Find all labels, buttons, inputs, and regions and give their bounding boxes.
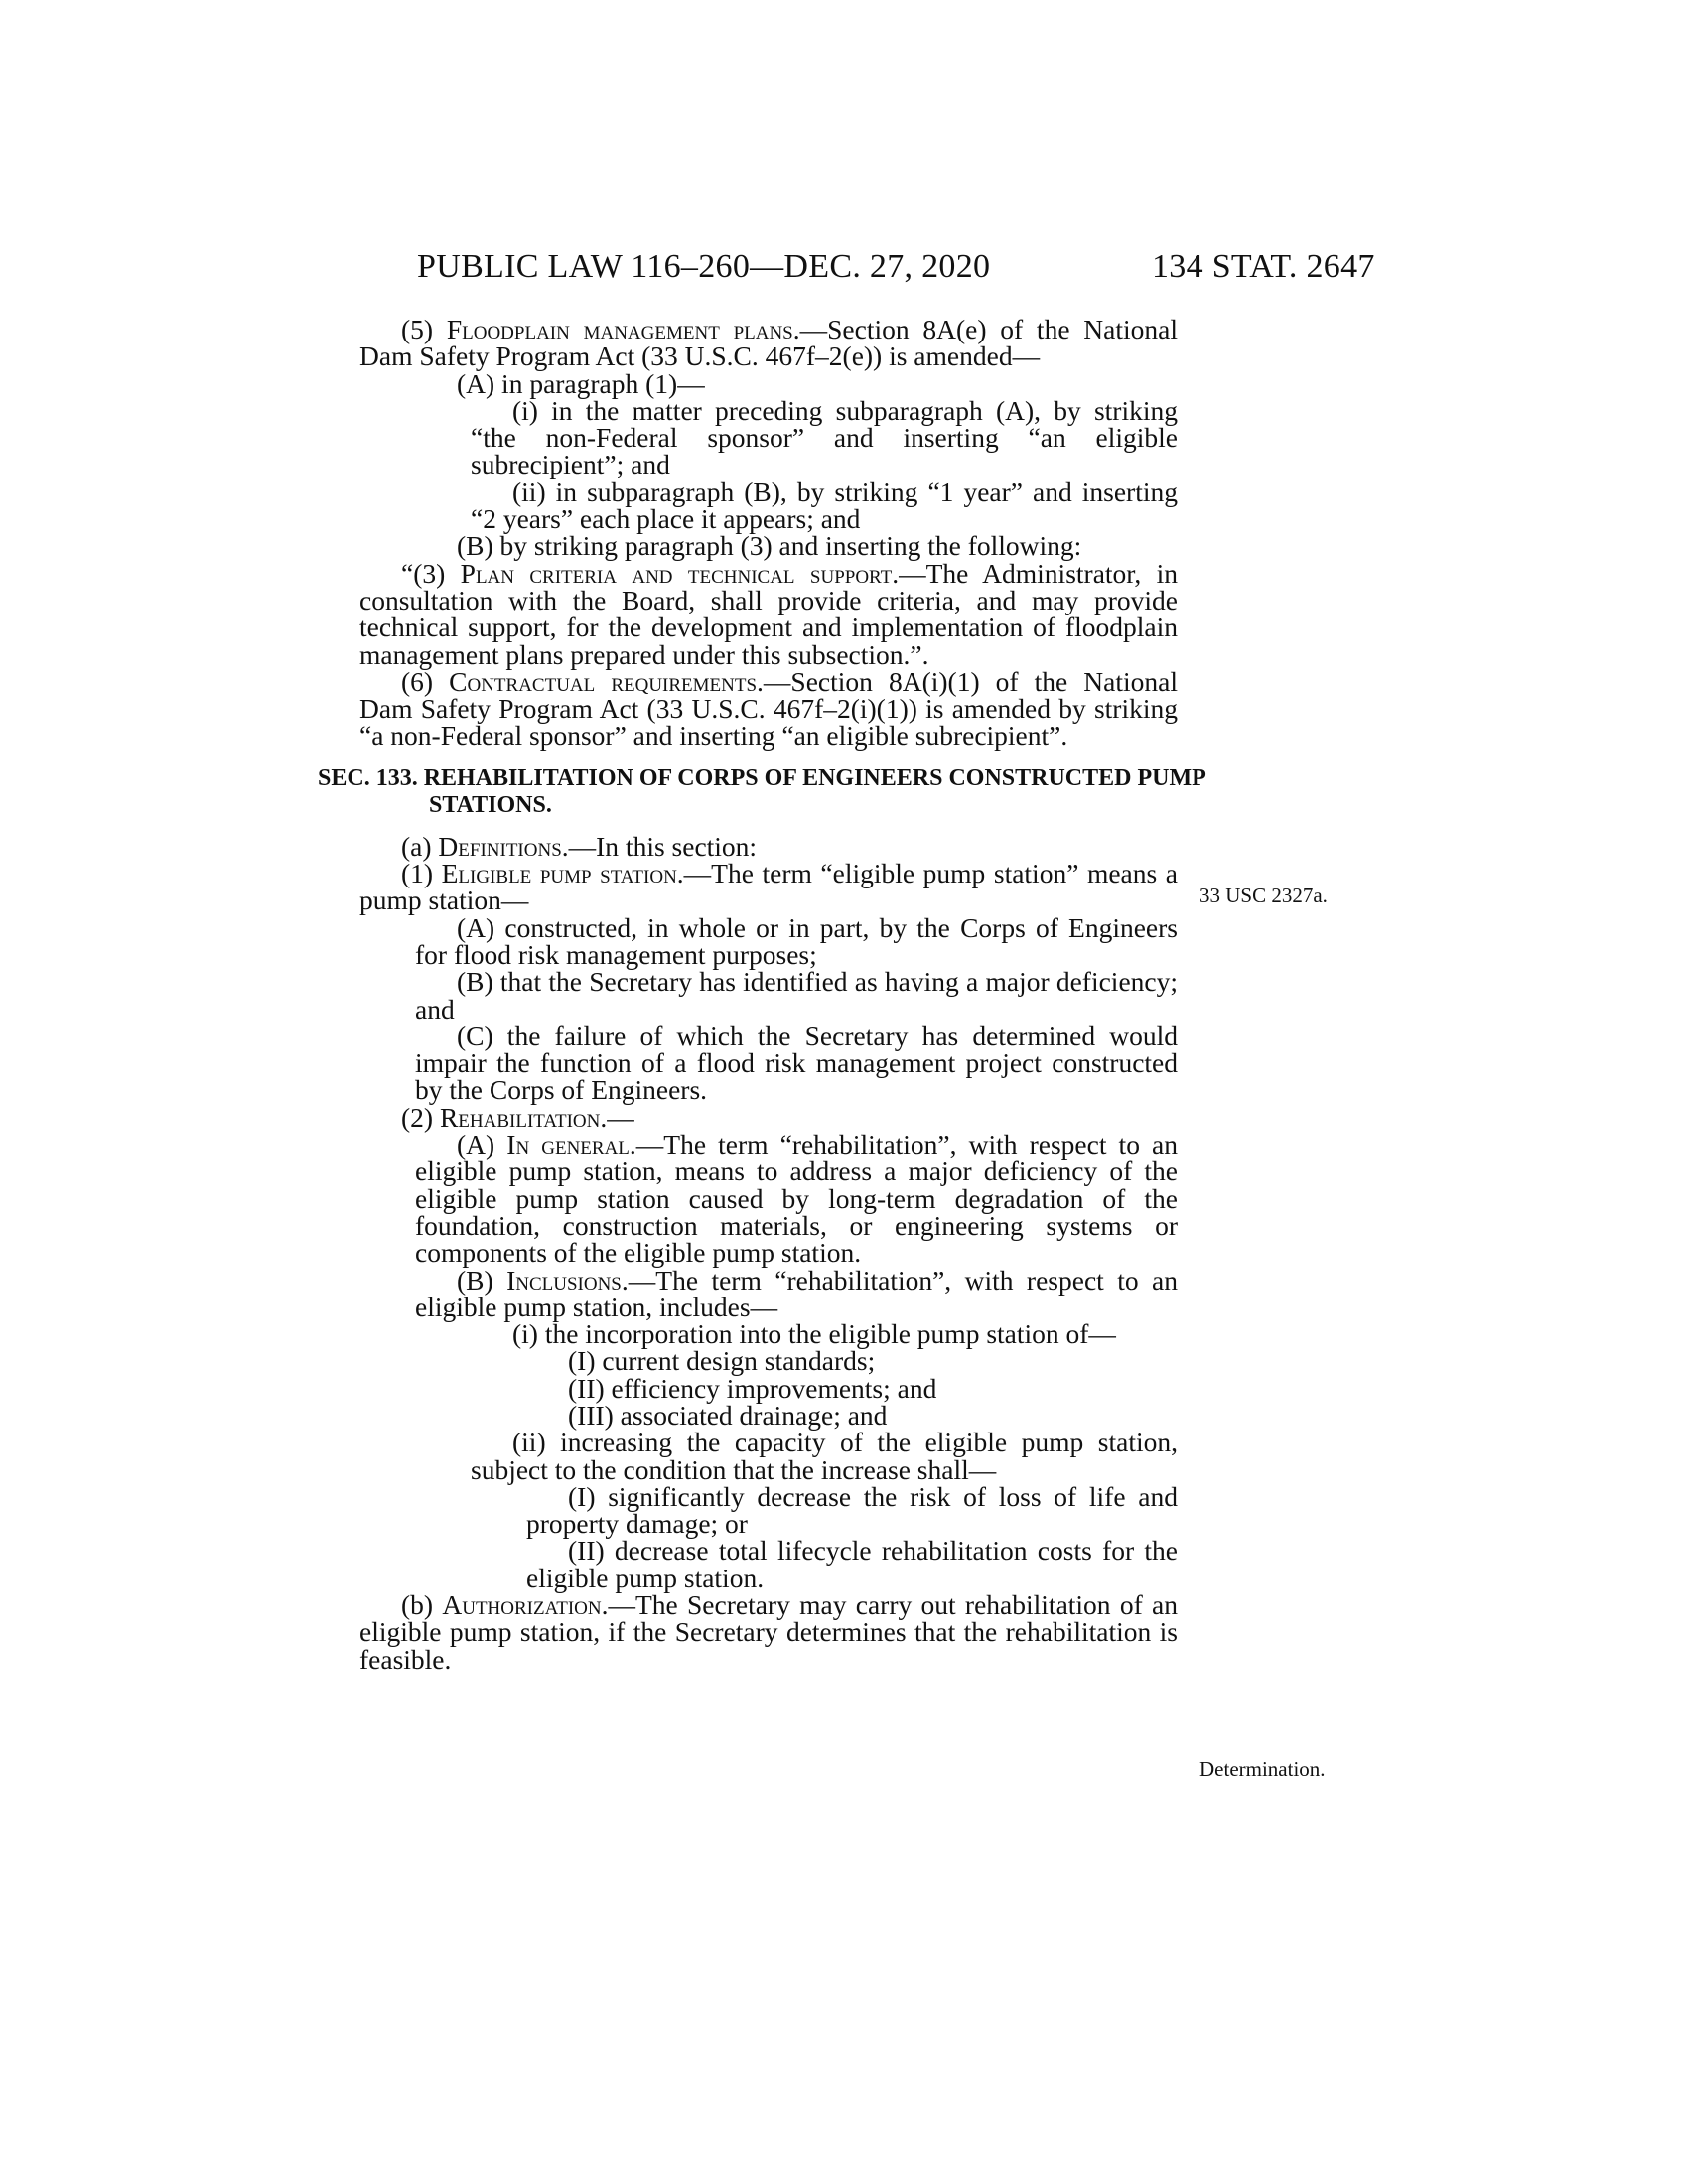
- subparagraph-a-1-b: (B) that the Secretary has identified as having a major deficiency; and: [415, 966, 1178, 1024]
- subparagraph-5-b: (B) by striking paragraph (3) and inserting the following:: [457, 530, 1082, 562]
- running-header-title: PUBLIC LAW 116–260—DEC. 27, 2020: [417, 248, 991, 285]
- margin-note-determination: Determination.: [1199, 1757, 1326, 1781]
- subparagraph-5-a: (A) in paragraph (1)—: [457, 367, 705, 399]
- subparagraph-a-1-a: (A) constructed, in whole or in part, by the Corps of Engineers for flood risk management purposes;: [415, 911, 1178, 970]
- paragraph-heading: Contractual requirements: [449, 665, 758, 697]
- paragraph-heading: Floodplain management plans: [446, 314, 793, 344]
- subclause-a-2-b-i-III: (III) associated drainage; and: [568, 1399, 888, 1431]
- subsection-a-definitions: (a) Definitions.—In this section:: [401, 830, 758, 862]
- paragraph-6-contractual-requirements: (6) Contractual requirements.—Section 8A(i)(1) of the National Dam Safety Program Act (33 U.S.C. 467f–2(i)(1)) is amended by striking “a non-Federal sponsor” and inserting “an eligible subrecipient”.: [359, 665, 1178, 751]
- paragraph-heading: Inclusions: [506, 1264, 622, 1296]
- clause-5-a-ii: (ii) in subparagraph (B), by striking “1 year” and inserting “2 years” each place it appears; and: [471, 476, 1178, 535]
- subparagraph-a-2-b-inclusions: (B) Inclusions.—The term “rehabilitation”, with respect to an eligible pump station, includes—: [415, 1264, 1178, 1322]
- body-text: [318, 314, 1205, 1675]
- paragraph-heading: Plan criteria and technical support: [460, 557, 893, 589]
- paragraph-heading: In general: [506, 1129, 630, 1160]
- quoted-paragraph-3-plan-criteria: “(3) Plan criteria and technical support.—The Administrator, in consultation with the Board, shall provide criteria, and may provide technical support, for the development and implementation of floodplain management plans prepared under this subsection.”.: [359, 557, 1178, 670]
- subclause-a-2-b-i-I: (I) current design standards;: [568, 1345, 876, 1377]
- paragraph-heading: Authorization: [442, 1589, 602, 1621]
- subclause-a-2-b-ii-II: (II) decrease total lifecycle rehabilitation costs for the eligible pump station.: [526, 1535, 1178, 1593]
- subsection-b-authorization: (b) Authorization.—The Secretary may carry out rehabilitation of an eligible pump station, if the Secretary determines that the rehabilitation is feasible.: [359, 1589, 1178, 1675]
- running-header-page-number: 134 STAT. 2647: [1152, 248, 1375, 285]
- paragraph-a-2-rehabilitation: (2) Rehabilitation.—: [401, 1101, 634, 1133]
- paragraph-heading: Definitions: [438, 830, 562, 862]
- paragraph-heading: Eligible pump station: [441, 858, 677, 889]
- paragraph-heading: Rehabilitation: [439, 1101, 601, 1133]
- subclause-a-2-b-i-II: (II) efficiency improvements; and: [568, 1372, 937, 1404]
- section-133-heading: SEC. 133. REHABILITATION OF CORPS OF ENGINEERS CONSTRUCTED PUMP STATIONS.: [318, 764, 1205, 818]
- subparagraph-a-1-c: (C) the failure of which the Secretary has determined would impair the function of a flood risk management project constructed by the Corps of Engineers.: [415, 1020, 1178, 1106]
- subclause-a-2-b-ii-I: (I) significantly decrease the risk of loss of life and property damage; or: [526, 1480, 1178, 1540]
- clause-5-a-i: (i) in the matter preceding subparagraph (A), by striking “the non-Federal sponsor” and inserting “an eligible subrecipient”; and: [471, 394, 1178, 480]
- margin-note-usc-citation: 33 USC 2327a.: [1199, 884, 1328, 907]
- subparagraph-a-2-a-in-general: (A) In general.—The term “rehabilitation”, with respect to an eligible pump station, means to address a major deficiency of the eligible pump station caused by long-term degradation of the foundation, construction materials, or engineering systems or components of the eligible pump station.: [415, 1129, 1178, 1269]
- paragraph-5-floodplain-management-plans: (5) Floodplain management plans.—Section 8A(e) of the National Dam Safety Program Act (33 U.S.C. 467f–2(e)) is amended—: [359, 314, 1178, 372]
- paragraph-a-1-eligible-pump-station: (1) Eligible pump station.—The term “eligible pump station” means a pump station—: [359, 858, 1178, 916]
- clause-a-2-b-ii: (ii) increasing the capacity of the eligible pump station, subject to the condition that the increase shall—: [471, 1427, 1178, 1485]
- clause-a-2-b-i: (i) the incorporation into the eligible pump station of—: [512, 1318, 1116, 1350]
